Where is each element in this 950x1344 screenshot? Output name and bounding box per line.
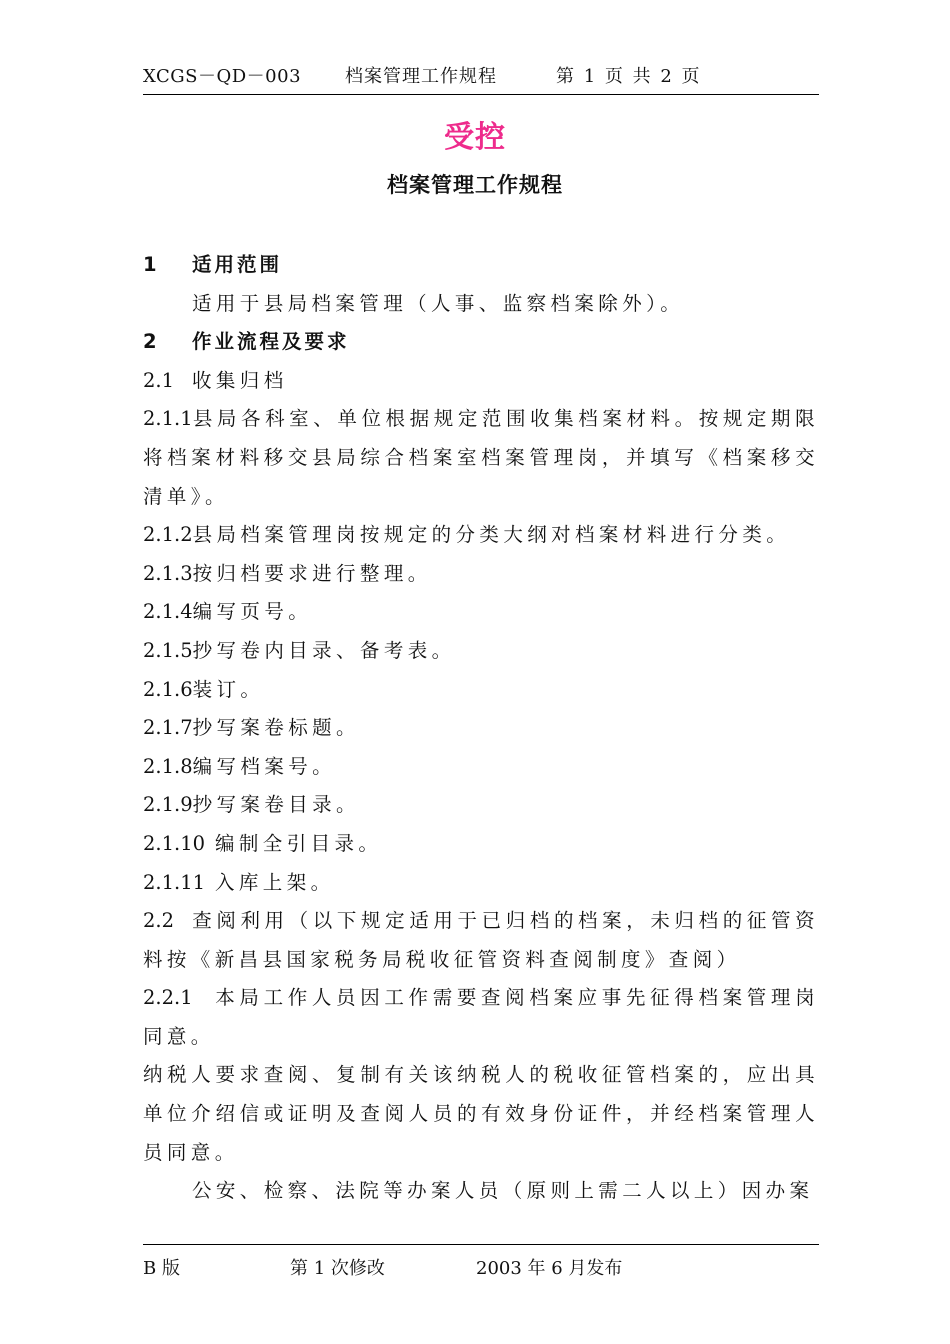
item-number: 2.1.10 (143, 831, 206, 855)
revision: 第 1 次修改 (290, 1258, 385, 1279)
item-number: 2.1.4 (143, 600, 193, 624)
page-info: 第 1 页 共 2 页 (556, 66, 702, 87)
list-item (143, 825, 819, 864)
item-number: 2.1.6 (143, 677, 193, 701)
item-text: 编写页号。 (192, 600, 313, 624)
controlled-stamp: 受控 (444, 120, 506, 155)
item-number: 2.1.11 (143, 870, 206, 894)
subsection-title: 收集归档 (192, 368, 288, 392)
item-number: 2.1.3 (143, 561, 193, 585)
subsection-heading (143, 362, 819, 401)
item-number: 2.1.9 (143, 793, 193, 817)
list-item (143, 516, 819, 555)
footer-divider (143, 1244, 819, 1245)
document-code: XCGS－QD－003 (143, 66, 302, 87)
item-text: 抄写案卷标题。 (192, 716, 360, 740)
item-text: 本局工作人员因工作需要查阅档案应事先征得档案管理岗同意。 (143, 986, 819, 1048)
header-title: 档案管理工作规程 (345, 66, 497, 87)
page-header (143, 64, 819, 94)
item-text: 装订。 (192, 677, 265, 701)
item-number: 2.1.7 (143, 716, 193, 740)
item-number: 2.1.1 (143, 407, 193, 431)
list-item (143, 671, 819, 710)
section-number: 1 (143, 253, 157, 276)
paragraph: 纳税人要求查阅、复制有关该纳税人的税收征管档案的，应出具单位介绍信或证明及查阅人员的有效身份证件，并经档案管理人员同意。 (143, 1063, 819, 1164)
section-title: 作业流程及要求 (192, 330, 350, 354)
item-text: 编制全引目录。 (215, 831, 383, 855)
section-heading (143, 323, 819, 362)
item-number: 2.1.8 (143, 754, 193, 778)
item-number: 2.1.2 (143, 523, 193, 547)
list-item (143, 786, 819, 825)
list-item (143, 555, 819, 594)
item-text: 县局各科室、单位根据规定范围收集档案材料。按规定期限将档案材料移交县局综合档案室档案管理岗，并填写《档案移交清单》。 (143, 407, 819, 508)
document-body (143, 246, 819, 1211)
edition: B 版 (143, 1258, 180, 1279)
list-item (143, 979, 819, 1056)
item-text: 抄写案卷目录。 (192, 793, 360, 817)
section-title: 适用范围 (192, 253, 283, 276)
item-text: 编写档案号。 (192, 754, 337, 778)
item-text: 抄写卷内目录、备考表。 (192, 638, 456, 662)
list-item (143, 709, 819, 748)
list-item (143, 400, 819, 516)
item-text: 县局档案管理岗按规定的分类大纲对档案材料进行分类。 (192, 523, 791, 547)
item-text: 按归档要求进行整理。 (192, 561, 432, 585)
section-heading (143, 246, 819, 285)
header-divider (143, 94, 819, 95)
list-item (143, 593, 819, 632)
item-number: 2.1.5 (143, 638, 193, 662)
item-number: 2.2.1 (143, 986, 193, 1010)
document-title: 档案管理工作规程 (387, 173, 563, 197)
subsection-paragraph (143, 902, 819, 979)
item-text: 入库上架。 (215, 870, 335, 894)
list-item (143, 632, 819, 671)
section-number: 2 (143, 330, 157, 354)
list-item (143, 748, 819, 787)
subsection-number: 2.2 (143, 909, 175, 933)
list-item (143, 864, 819, 903)
page-footer (143, 1256, 819, 1284)
subsection-number: 2.1 (143, 368, 175, 392)
subsection-text: 查阅利用（以下规定适用于已归档的档案，未归档的征管资料按《新昌县国家税务局税收征管资料查阅制度》查阅） (143, 909, 819, 971)
paragraph: 适用于县局档案管理（人事、监察档案除外）。 (192, 291, 685, 315)
release-date: 2003 年 6 月发布 (476, 1258, 623, 1279)
paragraph: 公安、检察、法院等办案人员（原则上需二人以上）因办案 (192, 1179, 814, 1203)
